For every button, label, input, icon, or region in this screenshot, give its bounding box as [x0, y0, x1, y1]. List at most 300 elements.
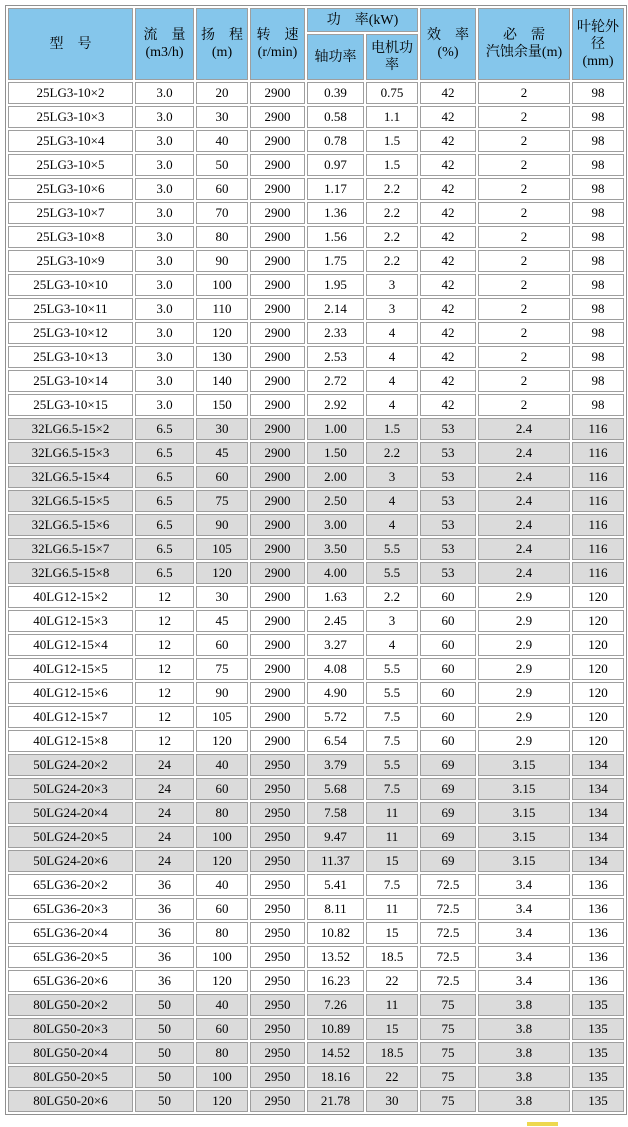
table-cell: 98 — [572, 106, 624, 128]
table-cell: 72.5 — [420, 922, 476, 944]
table-cell: 5.5 — [366, 562, 418, 584]
table-cell: 3.15 — [478, 826, 570, 848]
table-cell: 69 — [420, 802, 476, 824]
table-row — [8, 82, 624, 104]
table-cell: 136 — [572, 946, 624, 968]
table-cell: 72.5 — [420, 970, 476, 992]
table-cell: 4.00 — [307, 562, 364, 584]
table-cell: 2.00 — [307, 466, 364, 488]
table-cell: 120 — [572, 610, 624, 632]
table-cell: 3.8 — [478, 1042, 570, 1064]
table-cell: 150 — [196, 394, 248, 416]
table-cell: 80LG50-20×4 — [8, 1042, 133, 1064]
table-cell: 2900 — [250, 610, 305, 632]
table-cell: 2950 — [250, 1066, 305, 1088]
table-cell: 6.5 — [135, 538, 194, 560]
table-cell: 3.8 — [478, 1066, 570, 1088]
table-row — [8, 346, 624, 368]
table-cell: 0.75 — [366, 82, 418, 104]
table-cell: 2.53 — [307, 346, 364, 368]
table-cell: 2.4 — [478, 442, 570, 464]
table-cell: 2.72 — [307, 370, 364, 392]
table-cell: 3.0 — [135, 202, 194, 224]
table-cell: 15 — [366, 922, 418, 944]
table-cell: 36 — [135, 922, 194, 944]
table-cell: 98 — [572, 322, 624, 344]
table-cell: 22 — [366, 970, 418, 992]
table-cell: 5.41 — [307, 874, 364, 896]
table-cell: 24 — [135, 826, 194, 848]
table-cell: 4 — [366, 394, 418, 416]
table-cell: 12 — [135, 730, 194, 752]
table-cell: 3 — [366, 466, 418, 488]
table-cell: 24 — [135, 802, 194, 824]
table-cell: 4 — [366, 346, 418, 368]
table-cell: 2 — [478, 346, 570, 368]
table-cell: 98 — [572, 202, 624, 224]
table-cell: 2.9 — [478, 610, 570, 632]
table-row — [8, 658, 624, 680]
table-row — [8, 394, 624, 416]
table-cell: 2950 — [250, 946, 305, 968]
table-row — [8, 1042, 624, 1064]
table-cell: 2950 — [250, 922, 305, 944]
table-cell: 72.5 — [420, 898, 476, 920]
table-cell: 2900 — [250, 634, 305, 656]
table-cell: 116 — [572, 418, 624, 440]
table-cell: 5.5 — [366, 682, 418, 704]
table-cell: 134 — [572, 778, 624, 800]
table-cell: 1.56 — [307, 226, 364, 248]
table-cell: 60 — [196, 178, 248, 200]
table-cell: 42 — [420, 298, 476, 320]
table-cell: 116 — [572, 490, 624, 512]
table-body — [8, 82, 624, 1112]
table-cell: 25LG3-10×10 — [8, 274, 133, 296]
table-cell: 0.39 — [307, 82, 364, 104]
table-cell: 98 — [572, 178, 624, 200]
table-cell: 50LG24-20×6 — [8, 850, 133, 872]
table-cell: 50LG24-20×2 — [8, 754, 133, 776]
table-cell: 2900 — [250, 586, 305, 608]
table-cell: 2900 — [250, 658, 305, 680]
table-cell: 3.0 — [135, 226, 194, 248]
table-cell: 36 — [135, 898, 194, 920]
table-row — [8, 898, 624, 920]
table-cell: 2.14 — [307, 298, 364, 320]
table-cell: 3 — [366, 274, 418, 296]
table-cell: 2 — [478, 370, 570, 392]
table-cell: 2 — [478, 82, 570, 104]
table-cell: 50 — [135, 994, 194, 1016]
table-cell: 50 — [135, 1090, 194, 1112]
table-cell: 75 — [196, 490, 248, 512]
table-cell: 3.15 — [478, 754, 570, 776]
table-cell: 7.5 — [366, 706, 418, 728]
table-cell: 25LG3-10×8 — [8, 226, 133, 248]
table-row — [8, 1066, 624, 1088]
table-cell: 11 — [366, 802, 418, 824]
table-cell: 50LG24-20×3 — [8, 778, 133, 800]
table-cell: 53 — [420, 490, 476, 512]
table-cell: 60 — [196, 898, 248, 920]
table-cell: 42 — [420, 346, 476, 368]
table-cell: 105 — [196, 706, 248, 728]
table-cell: 40LG12-15×5 — [8, 658, 133, 680]
table-cell: 50 — [135, 1066, 194, 1088]
table-cell: 30 — [196, 586, 248, 608]
table-cell: 3.0 — [135, 274, 194, 296]
table-row — [8, 682, 624, 704]
table-cell: 2.92 — [307, 394, 364, 416]
table-cell: 69 — [420, 778, 476, 800]
table-cell: 14.52 — [307, 1042, 364, 1064]
table-cell: 12 — [135, 586, 194, 608]
table-cell: 30 — [366, 1090, 418, 1112]
table-cell: 12 — [135, 706, 194, 728]
table-cell: 40LG12-15×2 — [8, 586, 133, 608]
table-cell: 1.5 — [366, 418, 418, 440]
table-cell: 65LG36-20×5 — [8, 946, 133, 968]
table-cell: 25LG3-10×2 — [8, 82, 133, 104]
table-cell: 120 — [196, 970, 248, 992]
table-cell: 130 — [196, 346, 248, 368]
table-cell: 42 — [420, 322, 476, 344]
table-cell: 2900 — [250, 106, 305, 128]
table-cell: 40 — [196, 874, 248, 896]
table-cell: 2.9 — [478, 682, 570, 704]
table-cell: 50LG24-20×5 — [8, 826, 133, 848]
table-row — [8, 370, 624, 392]
table-cell: 2950 — [250, 802, 305, 824]
table-cell: 2900 — [250, 682, 305, 704]
table-row — [8, 706, 624, 728]
table-cell: 2 — [478, 274, 570, 296]
yellow-highlight-artifact — [527, 1122, 558, 1126]
table-cell: 36 — [135, 946, 194, 968]
table-row — [8, 946, 624, 968]
table-cell: 5.5 — [366, 658, 418, 680]
table-row — [8, 490, 624, 512]
table-cell: 53 — [420, 466, 476, 488]
table-cell: 3.4 — [478, 874, 570, 896]
table-cell: 22 — [366, 1066, 418, 1088]
table-cell: 18.5 — [366, 946, 418, 968]
table-cell: 12 — [135, 610, 194, 632]
table-cell: 3.15 — [478, 850, 570, 872]
table-cell: 135 — [572, 1066, 624, 1088]
table-row — [8, 322, 624, 344]
table-cell: 1.1 — [366, 106, 418, 128]
table-cell: 65LG36-20×4 — [8, 922, 133, 944]
table-cell: 120 — [572, 682, 624, 704]
table-row — [8, 130, 624, 152]
table-cell: 69 — [420, 826, 476, 848]
table-cell: 40LG12-15×4 — [8, 634, 133, 656]
pump-spec-table-container — [5, 5, 627, 1115]
table-cell: 11 — [366, 898, 418, 920]
table-cell: 136 — [572, 922, 624, 944]
table-cell: 5.5 — [366, 754, 418, 776]
table-cell: 100 — [196, 1066, 248, 1088]
table-cell: 2 — [478, 202, 570, 224]
table-cell: 135 — [572, 1042, 624, 1064]
table-cell: 136 — [572, 898, 624, 920]
table-cell: 21.78 — [307, 1090, 364, 1112]
table-cell: 6.5 — [135, 442, 194, 464]
table-cell: 36 — [135, 970, 194, 992]
table-cell: 50LG24-20×4 — [8, 802, 133, 824]
table-cell: 98 — [572, 274, 624, 296]
table-cell: 3.0 — [135, 178, 194, 200]
header-model-label: 型 号 — [49, 36, 92, 52]
table-cell: 2950 — [250, 898, 305, 920]
table-cell: 4 — [366, 490, 418, 512]
pump-spec-table — [5, 5, 627, 1115]
header-model — [8, 8, 133, 80]
table-cell: 2900 — [250, 490, 305, 512]
table-cell: 5.5 — [366, 538, 418, 560]
table-cell: 40LG12-15×3 — [8, 610, 133, 632]
table-cell: 2.4 — [478, 466, 570, 488]
table-cell: 135 — [572, 1018, 624, 1040]
table-cell: 5.68 — [307, 778, 364, 800]
table-cell: 120 — [572, 706, 624, 728]
table-cell: 11 — [366, 826, 418, 848]
table-cell: 2900 — [250, 178, 305, 200]
table-cell: 2 — [478, 130, 570, 152]
table-cell: 3.4 — [478, 946, 570, 968]
header-motor-power: 电机功 率 — [366, 34, 418, 80]
table-cell: 10.82 — [307, 922, 364, 944]
table-cell: 40LG12-15×7 — [8, 706, 133, 728]
table-cell: 2950 — [250, 1042, 305, 1064]
table-cell: 60 — [196, 778, 248, 800]
table-cell: 80LG50-20×6 — [8, 1090, 133, 1112]
table-cell: 120 — [572, 658, 624, 680]
table-cell: 90 — [196, 514, 248, 536]
table-cell: 16.23 — [307, 970, 364, 992]
table-cell: 2 — [478, 226, 570, 248]
table-cell: 2.33 — [307, 322, 364, 344]
header-head: 扬 程 (m) — [196, 8, 248, 80]
table-cell: 60 — [420, 730, 476, 752]
table-cell: 42 — [420, 250, 476, 272]
table-cell: 98 — [572, 82, 624, 104]
table-row — [8, 466, 624, 488]
table-cell: 42 — [420, 178, 476, 200]
table-cell: 3.00 — [307, 514, 364, 536]
table-cell: 25LG3-10×12 — [8, 322, 133, 344]
table-cell: 2900 — [250, 538, 305, 560]
table-cell: 6.54 — [307, 730, 364, 752]
table-cell: 2900 — [250, 394, 305, 416]
table-cell: 4.90 — [307, 682, 364, 704]
table-cell: 30 — [196, 106, 248, 128]
table-cell: 7.26 — [307, 994, 364, 1016]
table-cell: 53 — [420, 562, 476, 584]
table-cell: 134 — [572, 754, 624, 776]
table-cell: 2900 — [250, 466, 305, 488]
table-cell: 2900 — [250, 154, 305, 176]
table-cell: 2900 — [250, 274, 305, 296]
table-cell: 3.0 — [135, 322, 194, 344]
table-cell: 3 — [366, 298, 418, 320]
table-cell: 12 — [135, 658, 194, 680]
table-cell: 2 — [478, 154, 570, 176]
table-cell: 25LG3-10×6 — [8, 178, 133, 200]
table-cell: 20 — [196, 82, 248, 104]
table-cell: 116 — [572, 466, 624, 488]
table-row — [8, 826, 624, 848]
table-cell: 135 — [572, 1090, 624, 1112]
table-cell: 42 — [420, 106, 476, 128]
table-cell: 2900 — [250, 202, 305, 224]
table-cell: 2950 — [250, 874, 305, 896]
table-cell: 2900 — [250, 298, 305, 320]
table-cell: 80LG50-20×3 — [8, 1018, 133, 1040]
table-cell: 116 — [572, 442, 624, 464]
table-cell: 120 — [572, 730, 624, 752]
table-cell: 2.9 — [478, 706, 570, 728]
table-cell: 42 — [420, 130, 476, 152]
table-cell: 2 — [478, 298, 570, 320]
table-row — [8, 850, 624, 872]
table-row — [8, 274, 624, 296]
table-cell: 120 — [196, 850, 248, 872]
table-cell: 90 — [196, 250, 248, 272]
table-cell: 60 — [196, 1018, 248, 1040]
table-cell: 65LG36-20×2 — [8, 874, 133, 896]
table-cell: 11.37 — [307, 850, 364, 872]
table-cell: 2.4 — [478, 538, 570, 560]
table-cell: 45 — [196, 610, 248, 632]
table-cell: 2900 — [250, 226, 305, 248]
table-row — [8, 418, 624, 440]
table-cell: 2 — [478, 106, 570, 128]
table-cell: 3 — [366, 610, 418, 632]
table-cell: 116 — [572, 538, 624, 560]
table-cell: 2900 — [250, 562, 305, 584]
table-cell: 1.75 — [307, 250, 364, 272]
table-cell: 98 — [572, 130, 624, 152]
table-cell: 3.79 — [307, 754, 364, 776]
table-cell: 42 — [420, 274, 476, 296]
table-cell: 0.58 — [307, 106, 364, 128]
table-cell: 1.5 — [366, 154, 418, 176]
table-cell: 3.0 — [135, 370, 194, 392]
table-cell: 2.2 — [366, 586, 418, 608]
table-row — [8, 970, 624, 992]
header-efficiency: 效 率 (%) — [420, 8, 476, 80]
table-cell: 24 — [135, 850, 194, 872]
table-cell: 136 — [572, 970, 624, 992]
table-cell: 7.5 — [366, 874, 418, 896]
table-cell: 40LG12-15×8 — [8, 730, 133, 752]
table-cell: 53 — [420, 418, 476, 440]
table-cell: 32LG6.5-15×7 — [8, 538, 133, 560]
table-row — [8, 778, 624, 800]
table-cell: 2.2 — [366, 178, 418, 200]
table-row — [8, 1090, 624, 1112]
table-cell: 80LG50-20×5 — [8, 1066, 133, 1088]
table-cell: 2900 — [250, 730, 305, 752]
table-cell: 2.50 — [307, 490, 364, 512]
table-cell: 3.0 — [135, 250, 194, 272]
table-cell: 2.2 — [366, 202, 418, 224]
table-cell: 25LG3-10×14 — [8, 370, 133, 392]
header-shaft-power: 轴功率 — [307, 34, 364, 80]
table-cell: 2950 — [250, 1018, 305, 1040]
table-cell: 60 — [420, 658, 476, 680]
header-npsh: 必 需 汽蚀余量(m) — [478, 8, 570, 80]
table-cell: 2900 — [250, 418, 305, 440]
table-cell: 134 — [572, 850, 624, 872]
table-cell: 3.0 — [135, 394, 194, 416]
table-cell: 72.5 — [420, 946, 476, 968]
table-cell: 134 — [572, 802, 624, 824]
table-row — [8, 298, 624, 320]
table-cell: 53 — [420, 442, 476, 464]
table-cell: 116 — [572, 562, 624, 584]
table-cell: 1.36 — [307, 202, 364, 224]
table-cell: 3.8 — [478, 1018, 570, 1040]
header-power-group: 功 率(kW) — [307, 8, 418, 32]
table-cell: 3.0 — [135, 298, 194, 320]
table-cell: 3.27 — [307, 634, 364, 656]
table-cell: 2900 — [250, 346, 305, 368]
table-cell: 42 — [420, 370, 476, 392]
table-cell: 2.4 — [478, 490, 570, 512]
table-cell: 32LG6.5-15×4 — [8, 466, 133, 488]
table-cell: 60 — [420, 634, 476, 656]
table-cell: 134 — [572, 826, 624, 848]
table-cell: 3.8 — [478, 994, 570, 1016]
table-cell: 116 — [572, 514, 624, 536]
table-cell: 72.5 — [420, 874, 476, 896]
table-cell: 2.2 — [366, 250, 418, 272]
table-row — [8, 514, 624, 536]
table-cell: 3.0 — [135, 82, 194, 104]
table-cell: 6.5 — [135, 466, 194, 488]
table-cell: 2900 — [250, 250, 305, 272]
table-cell: 98 — [572, 298, 624, 320]
table-cell: 2.45 — [307, 610, 364, 632]
table-cell: 80 — [196, 922, 248, 944]
table-cell: 25LG3-10×5 — [8, 154, 133, 176]
table-cell: 9.47 — [307, 826, 364, 848]
table-row — [8, 538, 624, 560]
table-cell: 3.0 — [135, 154, 194, 176]
table-cell: 75 — [420, 994, 476, 1016]
table-cell: 60 — [196, 466, 248, 488]
table-cell: 2.4 — [478, 514, 570, 536]
table-cell: 2900 — [250, 322, 305, 344]
table-cell: 69 — [420, 754, 476, 776]
table-cell: 25LG3-10×15 — [8, 394, 133, 416]
table-cell: 42 — [420, 226, 476, 248]
table-cell: 3.15 — [478, 802, 570, 824]
table-row — [8, 178, 624, 200]
table-cell: 6.5 — [135, 562, 194, 584]
table-cell: 136 — [572, 874, 624, 896]
table-cell: 42 — [420, 202, 476, 224]
table-cell: 15 — [366, 1018, 418, 1040]
table-cell: 50 — [135, 1018, 194, 1040]
table-cell: 98 — [572, 370, 624, 392]
table-cell: 100 — [196, 274, 248, 296]
table-cell: 100 — [196, 826, 248, 848]
